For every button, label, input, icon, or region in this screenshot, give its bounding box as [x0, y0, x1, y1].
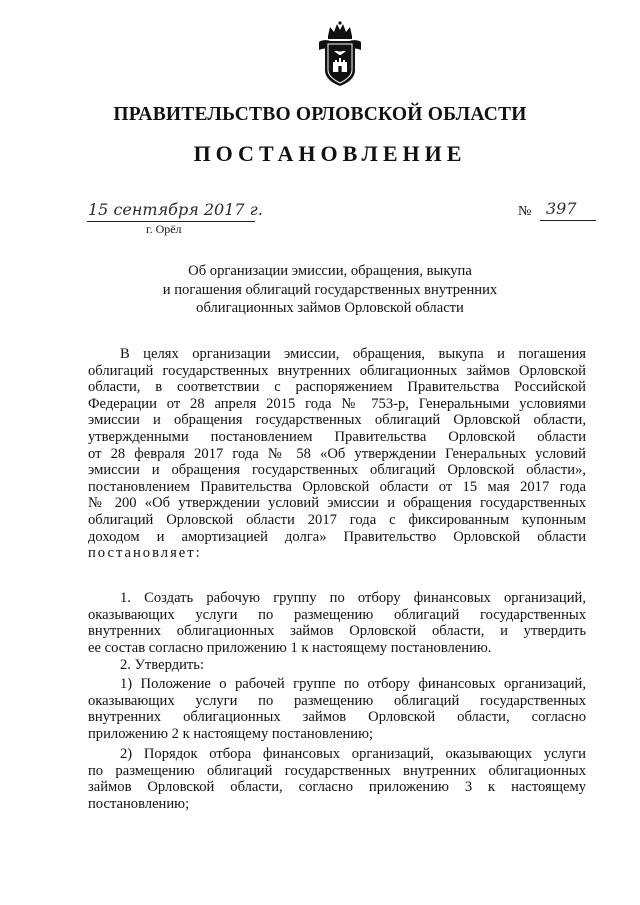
text-line: постановлением Правительства Орловской области от 15 мая 2017 года: [88, 478, 586, 495]
text-line: 2. Утвердить:: [120, 657, 205, 673]
subject-line: облигационных займов Орловской области: [196, 300, 464, 316]
text-line: 1. Создать рабочую группу по отбору финансовых организаций,: [120, 590, 586, 606]
text-line: облигаций Орловской области 2017 года с фиксированным купонным: [88, 511, 586, 528]
city-label: г. Орёл: [146, 222, 182, 236]
coat-of-arms-emblem: [315, 20, 365, 88]
text-line: внутренних облигационных займов Орловской области, и утвердить: [88, 623, 586, 640]
document-type-title: ПОСТАНОВЛЕНИЕ: [193, 141, 467, 166]
organization-title: ПРАВИТЕЛЬСТВО ОРЛОВСКОЙ ОБЛАСТИ: [113, 104, 527, 125]
document-subject: [130, 262, 530, 318]
number-label: №: [518, 204, 532, 219]
text-line: области, в соответствии с распоряжением Правительства Российской: [88, 379, 586, 396]
number-underline: [540, 220, 596, 221]
text-line: Федерации от 28 апреля 2015 года № 753-р, Генеральными условиями: [88, 395, 586, 412]
text-line: доходом и амортизацией долга» Правительство Орловской области: [88, 528, 586, 545]
text-line: эмиссии и обращения государственных облигаций Орловской области,: [88, 412, 586, 429]
item-2-2-paragraph: [88, 746, 586, 812]
text-line: по размещению облигаций государственных внутренних облигационных: [88, 762, 586, 779]
text-line: эмиссии и обращения государственных облигаций Орловской области»,: [88, 462, 586, 479]
subject-line: и погашения облигаций государственных внутренних: [162, 281, 498, 298]
text-line: 1) Положение о рабочей группе по отбору финансовых организаций,: [120, 676, 586, 692]
item-1-paragraph: [88, 590, 586, 656]
text-line: от 28 февраля 2017 года № 58 «Об утверждении Генеральных условий: [88, 445, 586, 462]
text-line: постановлению;: [88, 795, 190, 812]
text-line: ее состав согласно приложению 1 к настоящему постановлению.: [88, 639, 492, 656]
handwritten-number: 397: [546, 199, 577, 218]
text-line: приложению 2 к настоящему постановлению;: [88, 725, 374, 742]
preamble-paragraph: [88, 346, 586, 562]
text-line: В целях организации эмиссии, обращения, выкупа и погашения: [120, 346, 586, 362]
text-line: оказывающих услуги по размещению облигаций государственных: [88, 606, 586, 623]
item-2-paragraph: [88, 657, 586, 674]
text-line: облигаций государственных внутренних облигационных займов Орловской: [88, 362, 586, 379]
item-2-1-paragraph: [88, 676, 586, 742]
resolves-word: постановляет:: [88, 545, 202, 562]
text-line: № 200 «Об утверждении условий эмиссии и обращения государственных: [88, 495, 586, 512]
text-line: 2) Порядок отбора финансовых организаций, оказывающих услуги: [120, 746, 586, 762]
text-line: утвержденными постановлением Правительства Орловской области: [88, 428, 586, 445]
text-line: внутренних облигационных займов Орловской области, согласно: [88, 709, 586, 726]
subject-line: Об организации эмиссии, обращения, выкупа: [188, 263, 472, 279]
text-line: оказывающих услуги по размещению облигаций государственных: [88, 692, 586, 709]
handwritten-date: 15 сентября 2017 г.: [88, 200, 263, 219]
text-line: займов Орловской области, согласно приложению 3 к настоящему: [88, 779, 586, 796]
